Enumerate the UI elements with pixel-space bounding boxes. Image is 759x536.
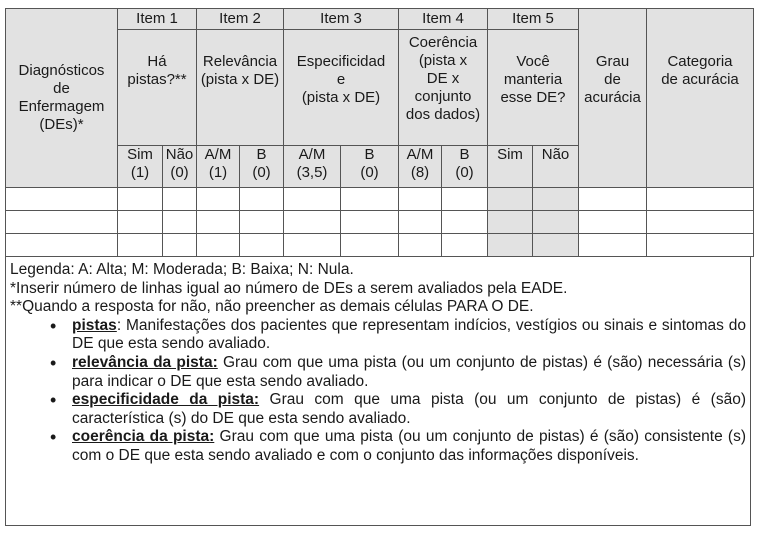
answer-item1-sim <box>118 146 163 188</box>
diagnoses-header-l4: (DEs)* <box>39 116 84 133</box>
item2-header: Item 2 <box>197 9 284 30</box>
table-cell[interactable] <box>240 211 284 234</box>
categoria-header-l2: de acurácia <box>661 71 739 88</box>
legend-definition: Grau com que uma pista (ou um conjunto de pistas) é (são) necessária (s) para indicar o DE que esta sendo avaliado. <box>72 353 746 390</box>
table-cell[interactable] <box>399 211 442 234</box>
diagnoses-header-l1: Diagnósticos <box>18 62 105 79</box>
item3-question-l1: Especificidad <box>296 53 386 70</box>
item2-question <box>197 30 284 146</box>
table-cell[interactable] <box>442 211 488 234</box>
answer-item3-am <box>284 146 341 188</box>
table-cell[interactable] <box>647 234 754 257</box>
item5-question-l2: manteria <box>503 71 563 88</box>
item1-question-l1: Há <box>147 53 167 70</box>
legend-definition: Grau com que uma pista (ou um conjunto de pistas) é (são) característica (s) do DE que esta sendo avaliado. <box>72 391 746 427</box>
legend-item-coerencia <box>10 428 748 465</box>
item2-question-l2: (pista x DE) <box>200 71 280 88</box>
table-row <box>6 234 754 257</box>
item3-question-l3: (pista x DE) <box>301 89 381 106</box>
table-cell[interactable] <box>118 188 163 211</box>
legend-term: pistas <box>72 316 117 334</box>
answer-item2-am <box>197 146 240 188</box>
answer-value: (1) <box>130 164 150 181</box>
answer-value: (0) <box>252 164 271 181</box>
answer-item1-nao <box>163 146 197 188</box>
legend-line-3: **Quando a resposta for não, não preencher as demais células PARA O DE. <box>10 298 534 316</box>
legend-line-2: *Inserir número de linhas igual ao número de DEs a serem avaliados pela EADE. <box>10 279 568 297</box>
table-cell[interactable] <box>284 188 341 211</box>
answer-value: (8) <box>410 164 430 181</box>
legend-item-pistas <box>10 317 748 354</box>
table-cell[interactable] <box>197 234 240 257</box>
table-cell[interactable] <box>399 188 442 211</box>
answer-value: (1) <box>208 164 228 181</box>
answer-value: (0) <box>360 164 379 181</box>
item5-question-l3: esse DE? <box>500 89 566 106</box>
table-cell[interactable] <box>533 211 579 234</box>
item4-question-l2: (pista x <box>418 52 468 69</box>
item3-question-l2: e <box>336 71 346 88</box>
answer-value: (0) <box>170 164 189 181</box>
table-row <box>6 188 754 211</box>
item1-question <box>118 30 197 146</box>
table-cell[interactable] <box>197 188 240 211</box>
table-cell[interactable] <box>579 211 647 234</box>
diagnoses-header <box>6 9 118 188</box>
answer-label: Sim <box>127 146 153 163</box>
categoria-header-l1: Categoria <box>667 53 733 70</box>
grau-header-l1: Grau <box>595 53 630 70</box>
table-cell[interactable] <box>163 188 197 211</box>
table-cell[interactable] <box>6 211 118 234</box>
legend-definition: Grau com que uma pista (ou um conjunto de pistas) é (são) consistente (s) com o DE que esta sendo avaliado e com o conjunto das informações disponíveis. <box>72 428 746 464</box>
categoria-header <box>647 9 754 188</box>
answer-item4-b <box>442 146 488 188</box>
answer-label: B <box>364 146 375 163</box>
table-cell[interactable] <box>284 211 341 234</box>
item4-question-l4: conjunto <box>414 88 472 105</box>
answer-label: Sim <box>497 146 523 163</box>
answer-value: (0) <box>455 164 474 181</box>
form-frame <box>5 8 751 526</box>
answer-label: A/M <box>406 146 434 163</box>
table-cell[interactable] <box>399 234 442 257</box>
table-cell[interactable] <box>163 234 197 257</box>
table-cell[interactable] <box>118 234 163 257</box>
bullet-icon: • <box>50 390 57 411</box>
diagnoses-header-l3: Enfermagem <box>18 98 105 115</box>
answer-item5-sim <box>488 146 533 188</box>
item1-header: Item 1 <box>118 9 197 30</box>
legend-definition: : Manifestações dos pacientes que representam indícios, vestígios ou sinais e sintomas do DE que esta sendo avaliado. <box>72 316 746 353</box>
grau-header-l3: acurácia <box>584 89 641 106</box>
table-cell[interactable] <box>240 188 284 211</box>
grau-header-l2: de <box>604 71 621 88</box>
item4-question-l3: DE x <box>426 70 460 87</box>
table-cell[interactable] <box>118 211 163 234</box>
legend-term: relevância da pista: <box>72 353 218 371</box>
answer-label: A/M <box>204 146 232 163</box>
item3-header: Item 3 <box>284 9 399 30</box>
table-cell[interactable] <box>647 188 754 211</box>
table-cell[interactable] <box>442 188 488 211</box>
item5-header: Item 5 <box>488 9 579 30</box>
table-cell[interactable] <box>6 234 118 257</box>
diagnoses-header-l2: de <box>53 80 70 97</box>
item1-question-l2: pistas?** <box>127 71 187 88</box>
grau-header <box>579 9 647 188</box>
table-cell[interactable] <box>6 188 118 211</box>
answer-item3-b <box>341 146 399 188</box>
answer-item4-am <box>399 146 442 188</box>
legend-item-relevancia <box>10 354 748 391</box>
legend-term: especificidade da pista: <box>72 391 260 409</box>
bullet-icon: • <box>50 315 57 336</box>
table-cell[interactable] <box>579 188 647 211</box>
bullet-icon: • <box>50 352 57 373</box>
table-cell[interactable] <box>163 211 197 234</box>
answer-label: B <box>256 146 267 163</box>
answer-label: A/M <box>298 146 326 163</box>
answer-item2-b <box>240 146 284 188</box>
table-cell[interactable] <box>240 234 284 257</box>
table-cell[interactable] <box>488 188 533 211</box>
item5-question-l1: Você <box>516 53 550 70</box>
answer-value: (3,5) <box>296 164 328 181</box>
legend-term: coerência da pista: <box>72 428 215 446</box>
item4-header: Item 4 <box>399 9 488 30</box>
item4-question-l1: Coerência <box>408 34 478 51</box>
table-cell[interactable] <box>647 211 754 234</box>
item4-question-l5: dos dados) <box>405 106 481 123</box>
answer-item5-nao <box>533 146 579 188</box>
table-cell[interactable] <box>341 188 399 211</box>
legend-line-1: Legenda: A: Alta; M: Moderada; B: Baixa; N: Nula. <box>10 261 354 278</box>
answer-label: B <box>459 146 470 163</box>
evaluation-table <box>5 8 754 257</box>
table-cell[interactable] <box>488 234 533 257</box>
table-cell[interactable] <box>533 188 579 211</box>
bullet-icon: • <box>50 427 57 448</box>
table-cell[interactable] <box>341 234 399 257</box>
legend <box>10 261 748 466</box>
item2-question-l1: Relevância <box>202 53 278 70</box>
table-cell[interactable] <box>533 234 579 257</box>
table-cell[interactable] <box>579 234 647 257</box>
item5-question <box>488 30 579 146</box>
table-row <box>6 211 754 234</box>
item3-question <box>284 30 399 146</box>
table-cell[interactable] <box>197 211 240 234</box>
legend-item-especificidade <box>10 391 748 428</box>
item4-question <box>399 30 488 146</box>
table-cell[interactable] <box>488 211 533 234</box>
answer-label: Não <box>165 146 194 163</box>
table-cell[interactable] <box>284 234 341 257</box>
table-cell[interactable] <box>341 211 399 234</box>
table-cell[interactable] <box>442 234 488 257</box>
answer-label: Não <box>541 146 570 163</box>
